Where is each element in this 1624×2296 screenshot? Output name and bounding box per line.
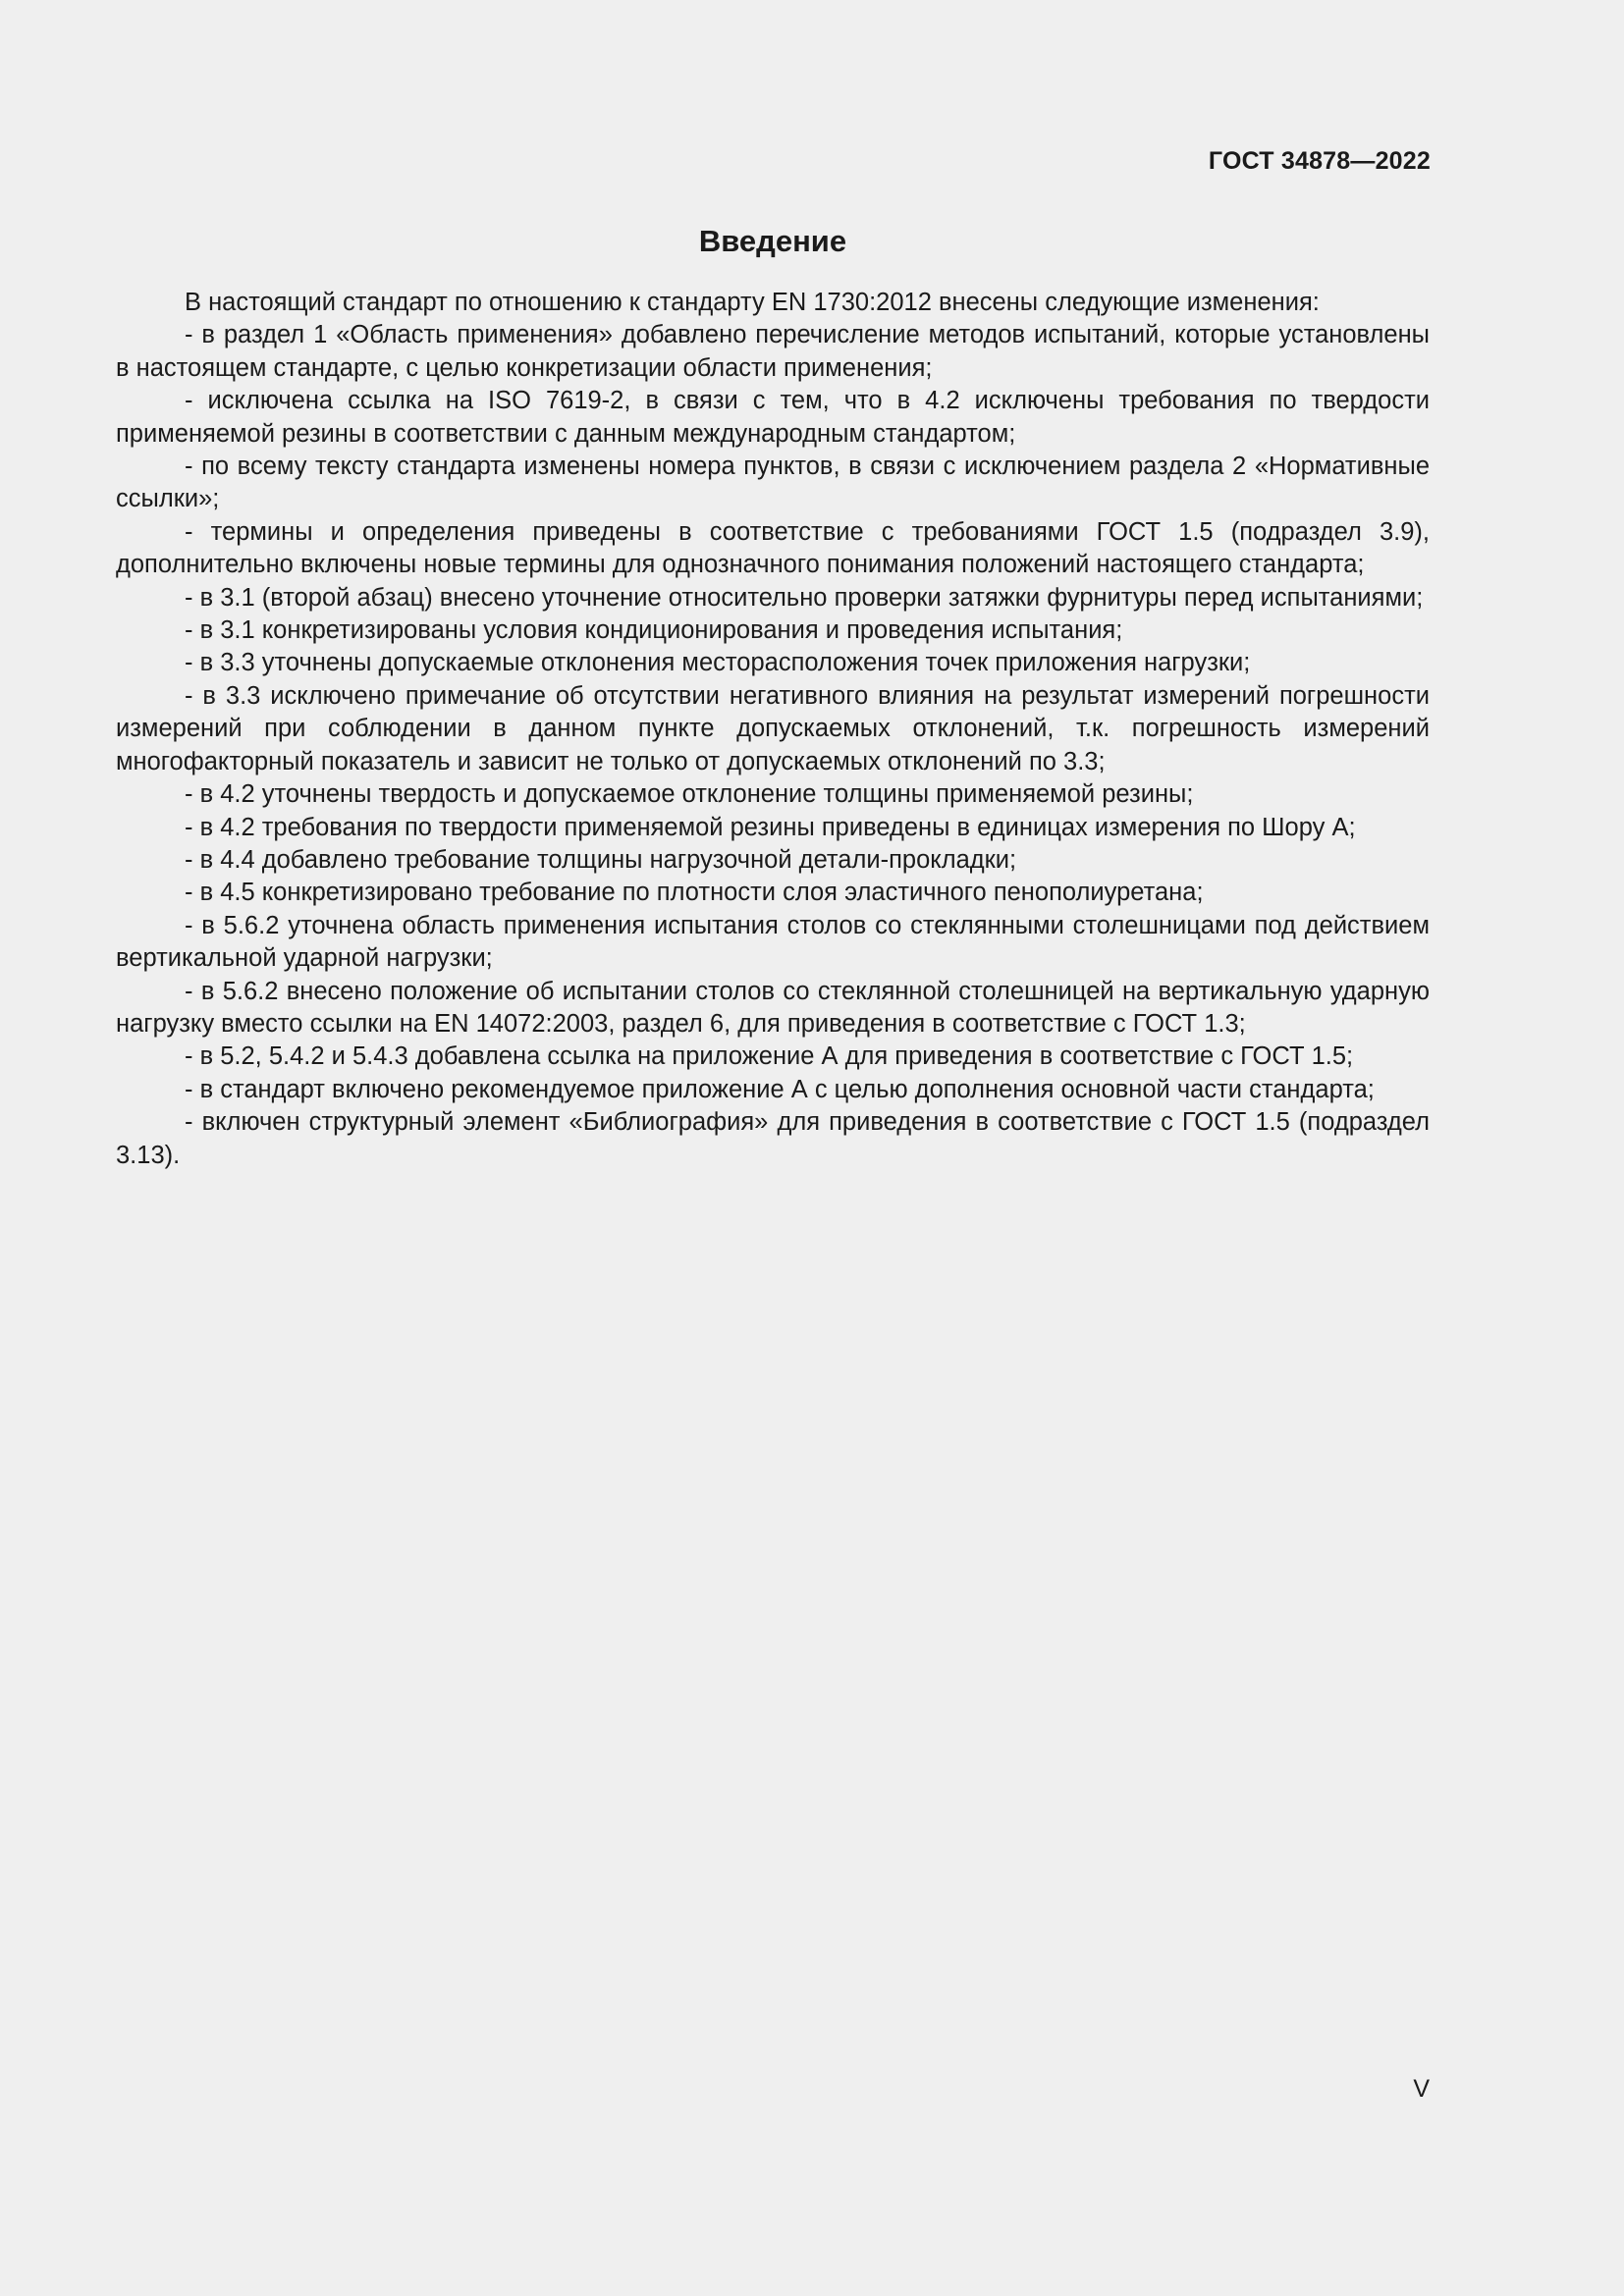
list-item: - в 3.1 конкретизированы условия кондиционирования и проведения испытания; xyxy=(185,616,1123,645)
list-item: - в 4.2 требования по твердости применяемой резины приведены в единицах измерения по Шору А; xyxy=(185,813,1356,841)
page-title: Введение xyxy=(698,224,847,258)
list-item: - в 5.2, 5.4.2 и 5.4.3 добавлена ссылка на приложение А для приведения в соответствие с ГОСТ 1.5; xyxy=(185,1042,1354,1071)
document-code: ГОСТ 34878—2022 xyxy=(1208,147,1431,175)
list-item: - в 3.3 исключено примечание об отсутствии негативного влияния на результат измерений погрешности измерений при соблюдении в данном пункте допускаемых отклонений, т.к. погрешность измерений многофакторный показатель и зависит не только от допускаемых отклонений по 3.3; xyxy=(116,681,1430,775)
list-item: - в раздел 1 «Область применения» добавлено перечисление методов испытаний, которые установлены в настоящем стандарте, с целью конкретизации области применения; xyxy=(116,321,1430,382)
list-item: - в 3.3 уточнены допускаемые отклонения месторасположения точек приложения нагрузки; xyxy=(185,649,1251,677)
list-item: - в 4.4 добавлено требование толщины нагрузочной детали-прокладки; xyxy=(185,845,1017,874)
list-item: - по всему тексту стандарта изменены номера пунктов, в связи с исключением раздела 2 «Нормативные ссылки»; xyxy=(116,453,1430,513)
document-body xyxy=(116,287,1430,1172)
list-item: - исключена ссылка на ISO 7619-2, в связи с тем, что в 4.2 исключены требования по твердости применяемой резины в соответствии с данным международным стандартом; xyxy=(116,387,1430,448)
list-item: - в стандарт включено рекомендуемое приложение А с целью дополнения основной части стандарта; xyxy=(185,1075,1375,1103)
list-item: - в 5.6.2 уточнена область применения испытания столов со стеклянными столешницами под действием вертикальной ударной нагрузки; xyxy=(116,911,1430,973)
intro-paragraph: В настоящий стандарт по отношению к стандарту EN 1730:2012 внесены следующие изменения: xyxy=(185,289,1320,316)
list-item: - в 3.1 (второй абзац) внесено уточнение относительно проверки затяжки фурнитуры перед испытаниями; xyxy=(185,583,1424,612)
list-item: - термины и определения приведены в соответствие с требованиями ГОСТ 1.5 (подраздел 3.9), дополнительно включены новые термины для однозначного понимания положений настоящего стандарта; xyxy=(116,517,1430,579)
page-number: V xyxy=(1413,2075,1430,2103)
list-item: - в 4.2 уточнены твердость и допускаемое отклонение толщины применяемой резины; xyxy=(185,780,1194,809)
list-item: - в 4.5 конкретизировано требование по плотности слоя эластичного пенополиуретана; xyxy=(185,879,1204,907)
list-item: - в 5.6.2 внесено положение об испытании столов со стеклянной столешницей на вертикальную ударную нагрузку вместо ссылки на EN 14072:2003, раздел 6, для приведения в соответствие с ГОСТ 1.3; xyxy=(116,977,1430,1038)
list-item: - включен структурный элемент «Библиография» для приведения в соответствие с ГОСТ 1.5 (подраздел 3.13). xyxy=(116,1108,1430,1169)
